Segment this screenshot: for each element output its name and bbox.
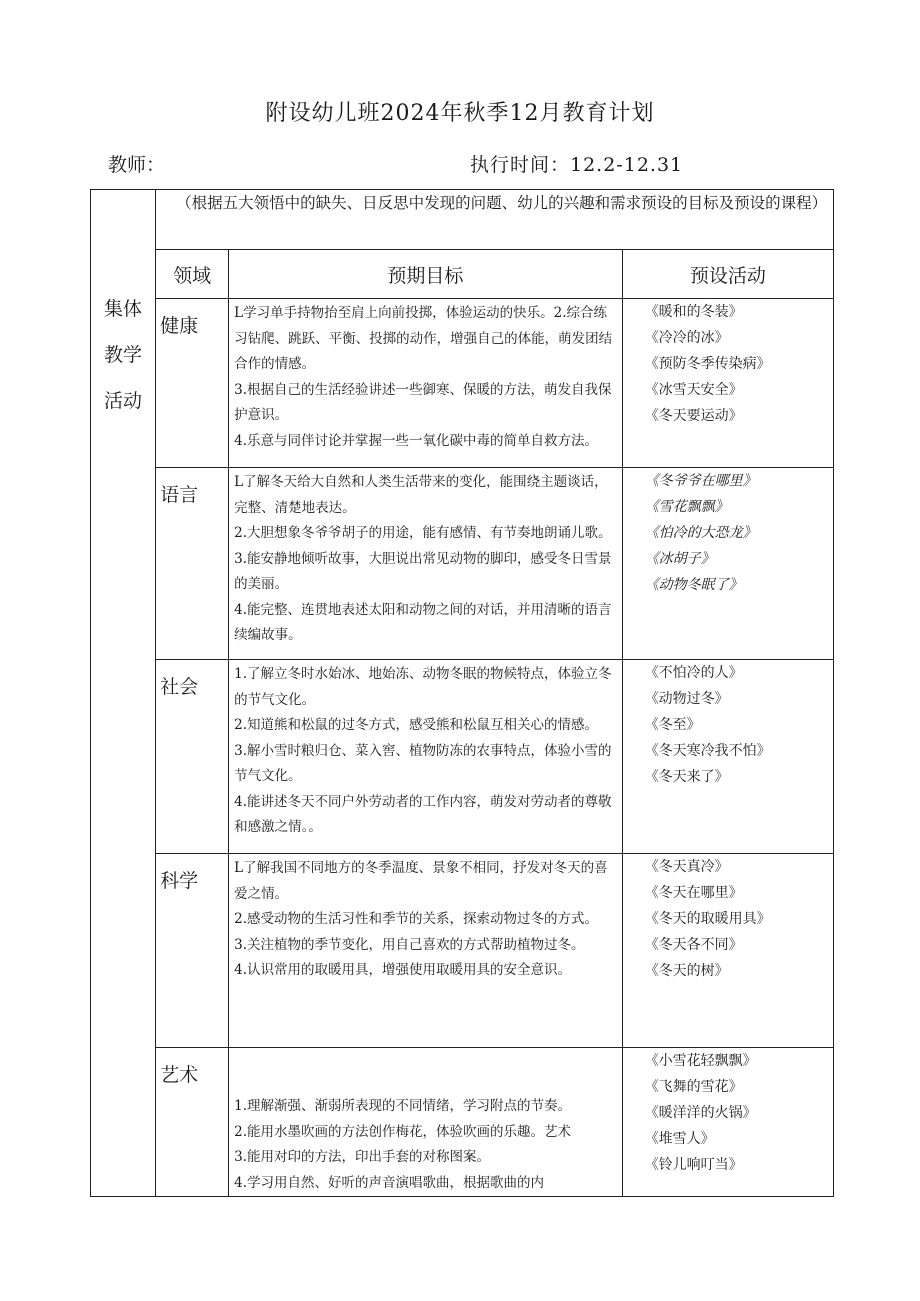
activity-item: 《预防冬季传染病》 (644, 356, 771, 372)
activity-item: 《雪花飘飘》 (644, 499, 729, 515)
domain-cell: 社会 (156, 660, 229, 854)
goal-item: 1.了解立冬时水始冰、地始冻、动物冬眠的物候特点，体验立冬的节气文化。 (234, 666, 612, 708)
activity-item: 《冬至》 (644, 717, 701, 733)
activity-item: 《冬天的树》 (644, 963, 729, 979)
category-label-1: 集体 (104, 298, 143, 320)
teacher-label: 教师： (108, 154, 166, 176)
activity-item: 《动物过冬》 (644, 691, 729, 707)
table-row (91, 299, 834, 468)
goal-item: 3.根据自己的生活经验讲述一些御寒、保暖的方法，萌发自我保护意识。 (234, 381, 612, 423)
domain-cell: 科学 (156, 854, 229, 1048)
goal-item: 2.能用水墨吹画的方法创作梅花，体验吹画的乐趣。艺术 (234, 1123, 572, 1140)
table-row (91, 468, 834, 660)
goal-item: 2.知道熊和松鼠的过冬方式，感受熊和松鼠互相关心的情感。 (234, 717, 599, 733)
goal-item: 4.能讲述冬天不同户外劳动者的工作内容，萌发对劳动者的尊敬和感激之情。。 (234, 793, 612, 835)
goal-item: L学习单手持物抬至肩上向前投掷，体验运动的快乐。2.综合练习钻爬、跳跃、平衡、投掷的动作，增强自己的体能，萌发团结合作的情感。 (234, 305, 613, 372)
table-row (91, 854, 834, 1048)
table-row (91, 1048, 834, 1197)
activity-item: 《暖洋洋的火锅》 (644, 1105, 757, 1121)
activity-item: 《小雪花轻飘飘》 (644, 1053, 757, 1069)
activity-item: 《不怕冷的人》 (644, 665, 743, 681)
period-label: 执行时间：12.2-12.31 (470, 154, 684, 176)
goal-item: 2.感受动物的生活习性和季节的关系，探索动物过冬的方式。 (234, 911, 599, 927)
goal-item: 4.乐意与同伴讨论并掌握一些一氧化碳中毒的简单自救方法。 (234, 432, 599, 449)
activity-item: 《冬天各不同》 (644, 937, 743, 953)
category-label-2: 教学 (104, 344, 143, 366)
goal-item: 3.能用对印的方法，印出手套的对称图案。 (234, 1149, 491, 1165)
goal-item: 4.认识常用的取暖用具，增强使用取暖用具的安全意识。 (234, 962, 572, 978)
header-domain: 领域 (156, 250, 229, 299)
activity-item: 《铃儿响叮当》 (644, 1157, 743, 1173)
goal-item: 4.能完整、连贯地表述太阳和动物之间的对话，并用清晰的语言续编故事。 (234, 601, 612, 643)
goal-item: 2.大胆想象冬爷爷胡子的用途，能有感情、有节奏地朗诵儿歌。 (234, 525, 612, 541)
goal-item: 3.能安静地倾听故事，大胆说出常见动物的脚印，感受冬日雪景的美丽。 (234, 550, 612, 592)
goals-cell (229, 660, 623, 854)
activity-item: 《飞舞的雪花》 (644, 1079, 743, 1095)
activity-item: 《暖和的冬装》 (644, 304, 743, 320)
domain-cell: 艺术 (156, 1048, 229, 1197)
header-activities: 预设活动 (622, 250, 833, 299)
category-label-3: 活动 (104, 390, 143, 412)
page-title: 附设幼儿班2024年秋季12月教育计划 (265, 101, 655, 126)
domain-cell: 健康 (156, 299, 229, 468)
activity-item: 《冬天真冷》 (644, 859, 729, 875)
activity-item: 《动物冬眠了》 (644, 577, 743, 593)
plan-table (90, 189, 834, 1197)
activity-item: 《冬天来了》 (644, 769, 729, 785)
goals-cell (229, 468, 623, 660)
goals-cell (229, 299, 623, 468)
table-row (91, 660, 834, 854)
activity-item: 《堆雪人》 (644, 1131, 715, 1147)
category-cell (91, 190, 156, 1197)
goals-cell (229, 854, 623, 1048)
goal-item: 3.解小雪时粮归仓、菜入窖、植物防冻的农事特点，体验小雪的节气文化。 (234, 742, 612, 784)
activity-item: 《怕冷的大恐龙》 (644, 525, 757, 541)
plan-note: （根据五大领悟中的缺失、日反思中发现的问题、幼儿的兴趣和需求预设的目标及预设的课程） (156, 190, 834, 250)
activity-item: 《冬爷爷在哪里》 (644, 473, 757, 489)
activities-cell (622, 1048, 833, 1197)
activity-item: 《冬天要运动》 (644, 408, 743, 424)
activity-item: 《冷冷的冰》 (644, 330, 729, 346)
activity-item: 《冰胡子》 (644, 551, 715, 567)
goal-item: L了解我国不同地方的冬季温度、景象不相同，抒发对冬天的喜爱之情。 (234, 860, 608, 902)
goal-item: 3.关注植物的季节变化，用自己喜欢的方式帮助植物过冬。 (234, 936, 585, 953)
activity-item: 《冰雪天安全》 (644, 382, 743, 398)
goal-item: 4.学习用自然、好听的声音演唱歌曲，根据歌曲的内 (234, 1174, 545, 1191)
goal-item: L了解冬天给大自然和人类生活带来的变化，能围绕主题谈话，完整、清楚地表达。 (234, 474, 608, 516)
goals-cell (229, 1048, 623, 1197)
activity-item: 《冬天的取暖用具》 (644, 911, 771, 927)
activities-cell (622, 660, 833, 854)
activities-cell (622, 854, 833, 1048)
activities-cell (622, 299, 833, 468)
activities-cell (622, 468, 833, 660)
goal-item: 1.理解渐强、渐弱所表现的不同情绪，学习附点的节奏。 (234, 1098, 572, 1114)
activity-item: 《冬天寒冷我不怕》 (644, 743, 771, 759)
header-goals: 预期目标 (229, 250, 623, 299)
domain-cell: 语言 (156, 468, 229, 660)
activity-item: 《冬天在哪里》 (644, 885, 743, 901)
